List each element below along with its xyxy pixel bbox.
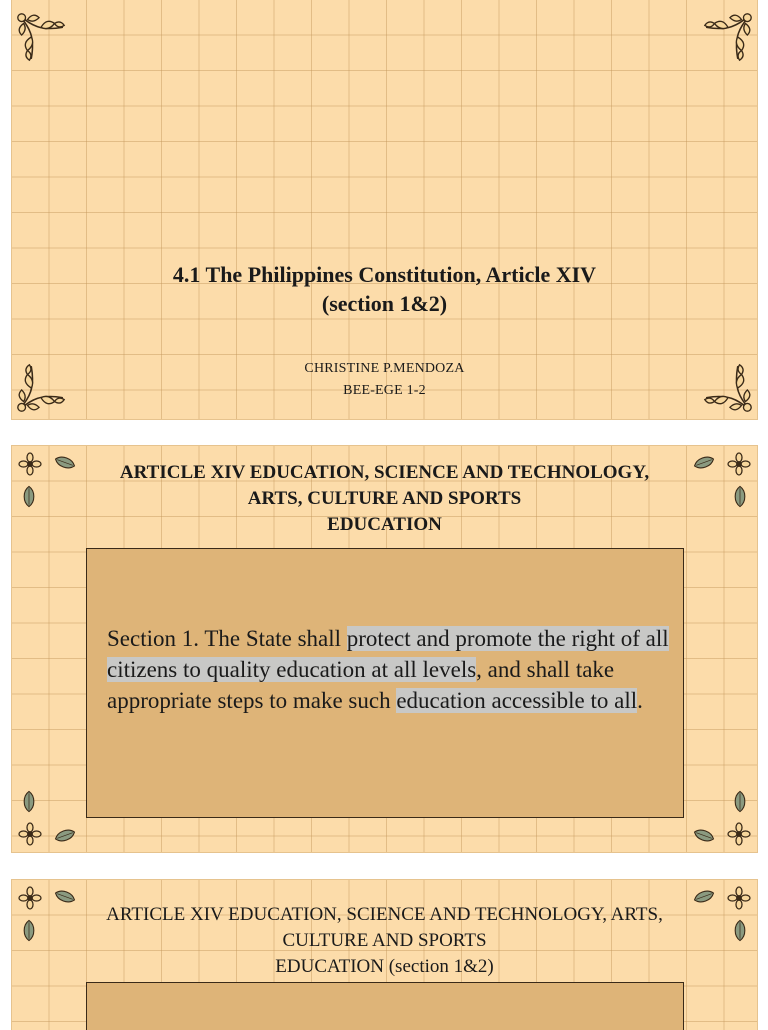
leaf-icon — [52, 826, 77, 846]
section-2-slide — [12, 880, 757, 1030]
heading-line: CULTURE AND SPORTS — [282, 930, 487, 951]
title-line: (section 1&2) — [321, 291, 448, 316]
slide-heading — [12, 460, 757, 538]
leaf-icon — [734, 791, 747, 813]
heading-line: ARTICLE XIV EDUCATION, SCIENCE AND TECHNOLOGY, ARTS, — [106, 904, 663, 925]
section-text-box — [86, 982, 684, 1030]
highlighted-text: education accessible to all — [396, 688, 638, 713]
leaf-icon — [23, 791, 36, 813]
section-text-box — [86, 548, 684, 818]
floral-corner-icon — [12, 8, 70, 66]
section-text-part: Section 1. The State shall — [107, 626, 347, 651]
floral-corner-icon — [699, 8, 757, 66]
author-name: CHRISTINE P.MENDOZA — [304, 361, 465, 376]
presentation-title — [12, 260, 757, 318]
heading-line: EDUCATION (section 1&2) — [275, 956, 494, 977]
heading-line: ARTICLE XIV EDUCATION, SCIENCE AND TECHNOLOGY, — [119, 462, 650, 483]
title-slide — [12, 0, 757, 419]
leaf-icon — [691, 826, 716, 846]
author-section: BEE-EGE 1-2 — [343, 383, 426, 398]
highlighted-text: protect and promote the right of all citizens to quality education at all levels — [107, 626, 669, 682]
title-line: 4.1 The Philippines Constitution, Article XIV — [172, 262, 597, 287]
section-text-part: . — [637, 688, 643, 713]
author-block — [12, 358, 757, 402]
slide-heading — [12, 902, 757, 980]
flower-icon — [727, 822, 751, 846]
heading-line: EDUCATION — [327, 514, 442, 535]
section-1-slide — [12, 446, 757, 852]
section-1-text — [107, 623, 673, 716]
heading-line: ARTS, CULTURE AND SPORTS — [247, 488, 522, 509]
section-text-part: , and shall take appropriate steps to make such — [107, 657, 615, 713]
flower-icon — [18, 822, 42, 846]
